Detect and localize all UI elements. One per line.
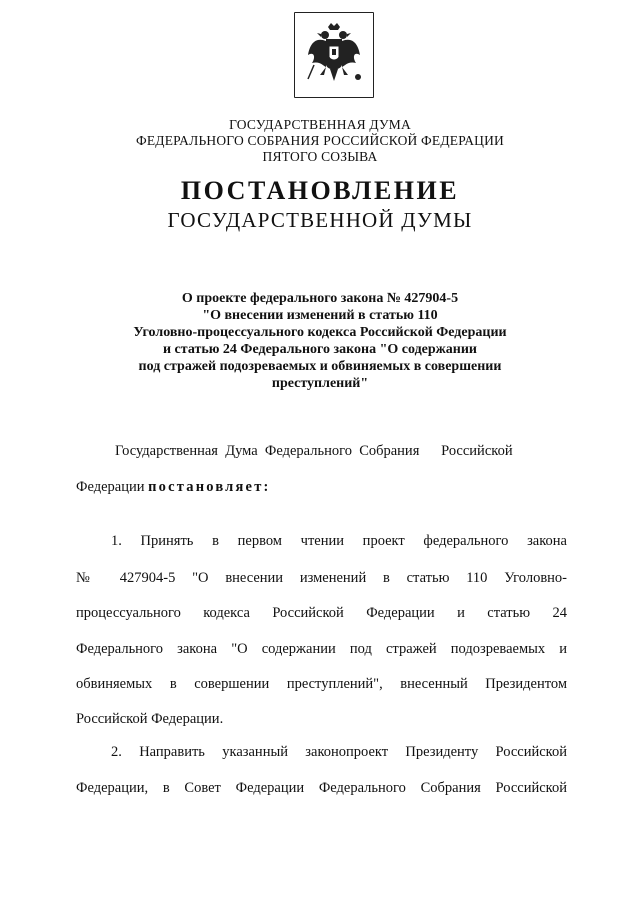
- subject-line: "О внесении изменений в статью 110: [202, 308, 438, 323]
- subject-line: Уголовно-процессуального кодекса Российской Федерации: [133, 325, 507, 340]
- preamble-prefix: Федерации: [76, 479, 149, 495]
- coat-of-arms-icon: [304, 21, 364, 89]
- item-1-line: Федерального закона "О содержании под стражей подозреваемых и: [76, 641, 567, 657]
- org-name-line-1: ГОСУДАРСТВЕННАЯ ДУМА: [229, 117, 411, 132]
- document-type-title: ПОСТАНОВЛЕНИЕ: [180, 176, 460, 205]
- resolution-verb: постановляет:: [148, 479, 271, 495]
- document-issuer-title: ГОСУДАРСТВЕННОЙ ДУМЫ: [167, 208, 473, 232]
- subject-line: О проекте федерального закона № 427904-5: [181, 291, 459, 306]
- preamble-line: Государственная Дума Федерального Собрания Российской: [115, 443, 513, 459]
- item-1-line: обвиняемых в совершении преступлений", внесенный Президентом: [76, 676, 567, 692]
- item-1-line: процессуального кодекса Российской Федерации и статью 24: [76, 605, 567, 621]
- convocation-line: ПЯТОГО СОЗЫВА: [262, 149, 378, 164]
- preamble-line: [76, 479, 567, 496]
- subject-line: под стражей подозреваемых и обвиняемых в совершении: [138, 359, 502, 374]
- item-1-line: 1. Принять в первом чтении проект федерального закона: [111, 533, 567, 549]
- subject-line: преступлений": [271, 376, 369, 391]
- item-1-line: № 427904-5 "О внесении изменений в статью 110 Уголовно-: [76, 570, 567, 586]
- document-subject: [0, 290, 640, 392]
- subject-line: и статью 24 Федерального закона "О содержании: [162, 342, 477, 357]
- org-name-line-2: ФЕДЕРАЛЬНОГО СОБРАНИЯ РОССИЙСКОЙ ФЕДЕРАЦИИ: [136, 133, 504, 148]
- item-2-line: Федерации, в Совет Федерации Федерального Собрания Российской: [76, 780, 567, 796]
- item-1-line: Российской Федерации.: [76, 711, 224, 727]
- item-2-line: 2. Направить указанный законопроект Президенту Российской: [111, 744, 567, 760]
- emblem-frame: [294, 12, 374, 98]
